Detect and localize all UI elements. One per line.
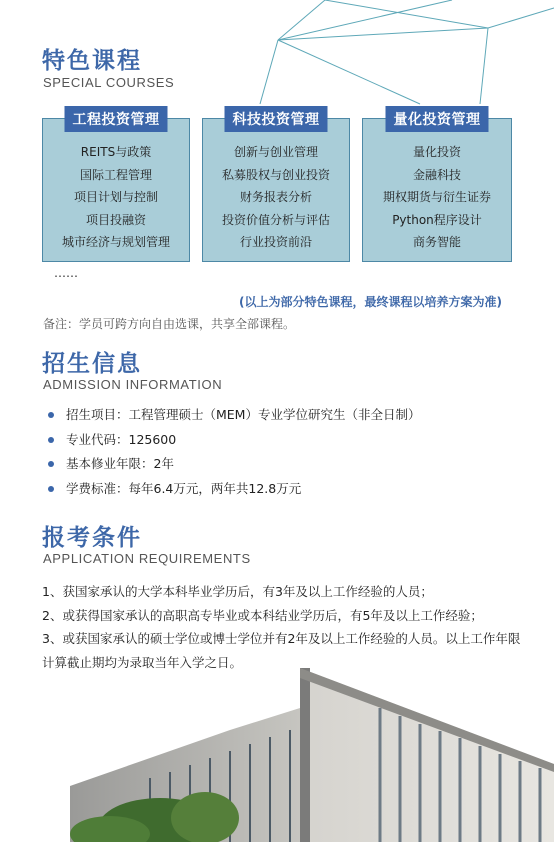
section-subtitle-requirements: APPLICATION REQUIREMENTS bbox=[43, 551, 251, 566]
course-header: 科技投资管理 bbox=[225, 106, 328, 132]
section-subtitle-admission: ADMISSION INFORMATION bbox=[43, 377, 223, 392]
course-item: 期权期货与衍生证券 bbox=[382, 190, 491, 204]
course-box-tech-investment bbox=[202, 112, 350, 262]
campus-building-photo bbox=[0, 668, 554, 842]
list-item: 3、或获国家承认的硕士学位或博士学位并有2年及以上工作经验的人员。以上工作年限计算截止期均为录取当年入学之日。 bbox=[42, 631, 521, 670]
course-header: 量化投资管理 bbox=[386, 106, 489, 132]
course-item: 行业投资前沿 bbox=[239, 235, 312, 249]
section-title-admission: 招生信息 bbox=[42, 351, 142, 377]
requirements-list bbox=[42, 580, 522, 674]
course-item: 量化投资 bbox=[412, 145, 461, 159]
course-item: Python程序设计 bbox=[392, 212, 482, 227]
admission-item-text: 基本修业年限：2年 bbox=[66, 456, 174, 471]
admission-item-text: 专业代码：125600 bbox=[66, 431, 177, 447]
more-courses-ellipsis: …… bbox=[54, 266, 78, 280]
section-title-requirements: 报考条件 bbox=[42, 525, 142, 551]
list-item bbox=[48, 479, 420, 504]
bullet-icon bbox=[48, 437, 54, 443]
course-item: 国际工程管理 bbox=[79, 167, 152, 182]
course-remark: 备注：学员可跨方向自由选课，共享全部课程。 bbox=[43, 317, 296, 331]
admission-item-text: 学费标准：每年6.4万元，两年共12.8万元 bbox=[66, 480, 302, 496]
bullet-icon bbox=[48, 486, 54, 492]
course-item: 创新与创业管理 bbox=[233, 145, 318, 159]
course-item: 城市经济与规划管理 bbox=[61, 235, 170, 249]
list-item bbox=[48, 454, 420, 479]
course-item: 商务智能 bbox=[412, 235, 461, 249]
course-item: 私募股权与创业投资 bbox=[221, 167, 330, 182]
course-note: (以上为部分特色课程，最终课程以培养方案为准) bbox=[239, 295, 502, 309]
course-header: 工程投资管理 bbox=[65, 106, 168, 132]
course-item: 项目投融资 bbox=[85, 212, 146, 227]
admission-info-list bbox=[48, 405, 420, 503]
admission-item-text: 招生项目：工程管理硕士（MEM）专业学位研究生（非全日制） bbox=[66, 407, 421, 422]
bullet-icon bbox=[48, 461, 54, 467]
list-item: 2、或获得国家承认的高职高专毕业或本科结业学历后，有5年及以上工作经验； bbox=[42, 607, 483, 623]
course-box-quant-investment bbox=[362, 112, 512, 262]
course-box-engineering-investment bbox=[42, 112, 190, 262]
course-item: 投资价值分析与评估 bbox=[221, 212, 330, 227]
section-title-special-courses: 特色课程 bbox=[42, 48, 142, 74]
course-item: 金融科技 bbox=[412, 167, 461, 182]
course-item: 项目计划与控制 bbox=[73, 190, 158, 204]
bullet-icon bbox=[48, 412, 54, 418]
course-item: 财务报表分析 bbox=[239, 190, 312, 204]
section-subtitle-special-courses: SPECIAL COURSES bbox=[43, 75, 175, 90]
list-item bbox=[48, 405, 420, 430]
list-item: 1、获国家承认的大学本科毕业学历后，有3年及以上工作经验的人员； bbox=[42, 584, 433, 599]
course-item: REITS与政策 bbox=[80, 145, 152, 159]
list-item bbox=[48, 430, 420, 455]
